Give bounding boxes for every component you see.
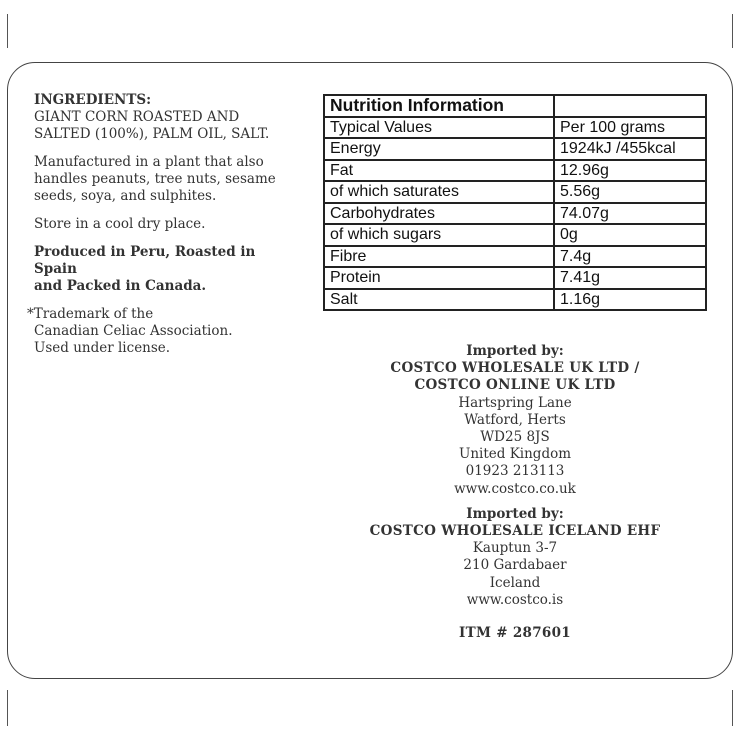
nutrient-value: 12.96g bbox=[554, 160, 706, 182]
crop-mark-top-right bbox=[732, 14, 733, 48]
storage-instruction: Store in a cool dry place. bbox=[34, 216, 206, 232]
address-line: WD25 8JS bbox=[480, 429, 550, 446]
trademark-line: Canadian Celiac Association. bbox=[34, 323, 233, 339]
importer-company: COSTCO WHOLESALE UK LTD / bbox=[390, 360, 640, 377]
nutrient-label: Salt bbox=[324, 289, 554, 311]
nutrition-title: Nutrition Information bbox=[324, 95, 554, 117]
ingredients-line: GIANT CORN ROASTED AND bbox=[34, 109, 240, 125]
nutrient-value: 74.07g bbox=[554, 203, 706, 225]
nutrient-value: 5.56g bbox=[554, 181, 706, 203]
importer-uk bbox=[330, 343, 700, 498]
nutrition-title-value bbox=[554, 95, 706, 117]
nutrition-row bbox=[324, 117, 706, 139]
nutrient-label: Fibre bbox=[324, 246, 554, 268]
nutrition-row bbox=[324, 224, 706, 246]
nutrition-row bbox=[324, 203, 706, 225]
nutrient-label: of which sugars bbox=[324, 224, 554, 246]
nutrient-value: 7.4g bbox=[554, 246, 706, 268]
nutrient-label: Typical Values bbox=[324, 117, 554, 139]
importer-section bbox=[330, 343, 700, 642]
nutrition-row bbox=[324, 267, 706, 289]
website-url: www.costco.co.uk bbox=[454, 480, 576, 497]
importer-company: COSTCO ONLINE UK LTD bbox=[414, 377, 616, 394]
nutrient-value: Per 100 grams bbox=[554, 117, 706, 139]
address-line: Kauptun 3-7 bbox=[472, 540, 558, 557]
nutrient-value: 1924kJ /455kcal bbox=[554, 138, 706, 160]
nutrient-label: Fat bbox=[324, 160, 554, 182]
address-line: United Kingdom bbox=[458, 446, 572, 463]
nutrient-label: Carbohydrates bbox=[324, 203, 554, 225]
address-line: Iceland bbox=[489, 574, 541, 591]
nutrient-label: Protein bbox=[324, 267, 554, 289]
address-line: Hartspring Lane bbox=[458, 394, 572, 411]
trademark-line: Used under license. bbox=[34, 340, 171, 356]
nutrition-row bbox=[324, 160, 706, 182]
address-line: Watford, Herts bbox=[464, 411, 566, 428]
allergen-line: seeds, soya, and sulphites. bbox=[34, 188, 217, 204]
nutrition-title-row bbox=[324, 95, 706, 117]
nutrient-value: 7.41g bbox=[554, 267, 706, 289]
ingredients-line: SALTED (100%), PALM OIL, SALT. bbox=[34, 126, 270, 142]
allergen-line: Manufactured in a plant that also bbox=[34, 154, 264, 170]
website-url: www.costco.is bbox=[466, 591, 564, 608]
importer-company: COSTCO WHOLESALE ICELAND EHF bbox=[369, 523, 661, 540]
item-number: ITM # 287601 bbox=[459, 625, 571, 642]
allergen-statement bbox=[34, 154, 294, 205]
nutrition-row bbox=[324, 181, 706, 203]
importer-heading: Imported by: bbox=[466, 505, 564, 522]
nutrition-row bbox=[324, 289, 706, 311]
ingredients-column bbox=[27, 92, 294, 368]
nutrient-value: 0g bbox=[554, 224, 706, 246]
origin-line: Produced in Peru, Roasted in Spain bbox=[34, 244, 256, 277]
nutrient-label: Energy bbox=[324, 138, 554, 160]
importer-iceland bbox=[330, 506, 700, 609]
address-line: 210 Gardabaer bbox=[463, 557, 567, 574]
ingredients-block bbox=[34, 92, 294, 143]
nutrition-row bbox=[324, 138, 706, 160]
origin-line: and Packed in Canada. bbox=[34, 278, 207, 294]
nutrition-row bbox=[324, 246, 706, 268]
nutrition-table bbox=[323, 94, 707, 311]
crop-mark-bottom-right bbox=[732, 690, 733, 726]
phone-number: 01923 213113 bbox=[465, 463, 565, 480]
allergen-line: handles peanuts, tree nuts, sesame bbox=[34, 171, 276, 187]
crop-mark-top-left bbox=[7, 14, 8, 48]
origin-statement bbox=[34, 244, 294, 295]
nutrient-value: 1.16g bbox=[554, 289, 706, 311]
crop-mark-bottom-left bbox=[7, 690, 8, 726]
importer-heading: Imported by: bbox=[466, 343, 564, 359]
trademark-line: *Trademark of the bbox=[27, 306, 154, 322]
ingredients-heading: INGREDIENTS: bbox=[34, 92, 152, 108]
trademark-note bbox=[27, 306, 294, 357]
nutrient-label: of which saturates bbox=[324, 181, 554, 203]
